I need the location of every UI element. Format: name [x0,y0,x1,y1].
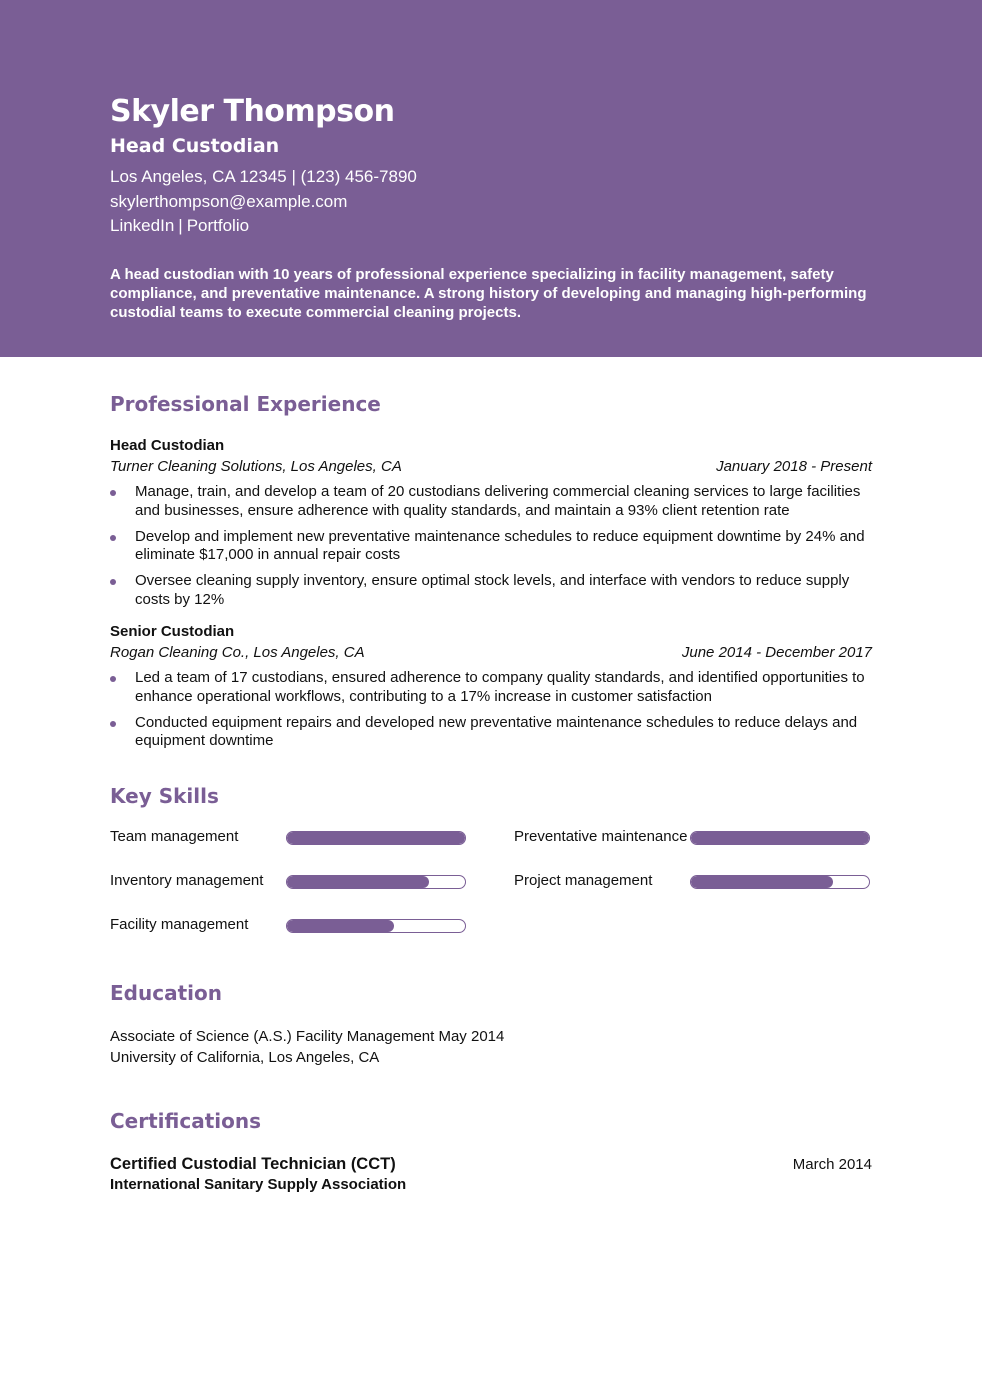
certification-organization: International Sanitary Supply Association [110,1175,407,1193]
bullet-dot-icon [110,676,116,682]
candidate-name: Skyler Thompson [110,94,395,129]
education-degree: Associate of Science (A.S.) Facility Management May 2014 [110,1027,505,1045]
skills-grid [110,828,872,953]
bullet-dot-icon [110,490,116,496]
skill-level-bar [690,875,870,889]
job-role: Head Custodian [110,437,225,454]
skill-label: Preventative maintenance [514,827,688,845]
resume-body [110,390,872,1195]
experience-section [110,390,872,751]
skill-level-fill [287,832,465,844]
header-content [110,93,880,322]
certification-row [110,1154,872,1175]
links-separator: | [178,216,183,235]
bullet-text: Develop and implement new preventative maintenance schedules to reduce equipment downtime by 24% and eliminate $17,000 in annual repair costs [135,527,865,563]
job-entry [110,622,872,751]
certification-date: March 2014 [792,1155,872,1173]
skill-item [514,872,872,909]
certifications-heading: Certifications [110,1108,261,1133]
linkedin-link[interactable]: LinkedIn [110,216,175,235]
contact-info [110,165,880,239]
job-meta [110,456,872,477]
skill-level-bar [690,831,870,845]
bullet-text: Manage, train, and develop a team of 20 custodians delivering commercial cleaning services to large facilities and businesses, ensure adherence with quality standards, and maintain a 93% client retention rate [135,483,861,519]
bullet-dot-icon [110,579,116,585]
education-section [110,979,872,1068]
job-dates: June 2014 - December 2017 [681,644,872,661]
education-school: University of California, Los Angeles, CA [110,1048,380,1066]
certification-entry [110,1154,872,1195]
job-dates: January 2018 - Present [716,458,872,475]
job-bullets [110,669,872,751]
skill-level-bar [286,875,466,889]
education-entry [110,1026,872,1068]
job-company: Turner Cleaning Solutions, Los Angeles, CA [110,458,402,475]
skill-label: Project management [514,871,653,889]
bullet-item [110,714,872,751]
candidate-title: Head Custodian [110,135,280,157]
location-phone: Los Angeles, CA 12345 | (123) 456-7890 [110,167,417,186]
job-company: Rogan Cleaning Co., Los Angeles, CA [110,644,365,661]
bullet-item [110,669,872,706]
skills-section [110,782,872,953]
bullet-text: Led a team of 17 custodians, ensured adherence to company quality standards, and identified opportunities to enhance operational workflows, contributing to a 17% increase in customer satisfaction [135,669,865,705]
skill-level-fill [287,876,429,888]
job-role: Senior Custodian [110,623,235,640]
skill-item [514,828,872,865]
profile-links [110,214,880,239]
education-heading: Education [110,980,222,1005]
portfolio-link[interactable]: Portfolio [186,216,250,235]
skill-level-fill [691,876,833,888]
bullet-dot-icon [110,535,116,541]
job-bullets [110,483,872,609]
certification-name: Certified Custodial Technician (CCT) [110,1154,396,1173]
email-address[interactable]: skylerthompson@example.com [110,191,348,211]
skill-label: Inventory management [110,871,264,889]
bullet-dot-icon [110,721,116,727]
skill-item [110,872,468,909]
skill-level-bar [286,919,466,933]
experience-heading: Professional Experience [110,392,381,416]
skill-item [110,828,468,865]
job-entry [110,436,872,609]
bullet-text: Conducted equipment repairs and developed new preventative maintenance schedules to reduce delays and equipment downtime [135,713,858,749]
skill-item [110,916,468,953]
skill-level-fill [287,920,394,932]
bullet-item [110,528,872,565]
certifications-section [110,1107,872,1195]
professional-summary: A head custodian with 10 years of professional experience specializing in facility management, safety compliance, and preventative maintenance. A strong history of developing and managing high-performing custodial teams to execute commercial cleaning projects. [110,265,867,321]
skills-heading: Key Skills [110,783,219,808]
skill-level-bar [286,831,466,845]
bullet-item [110,572,872,609]
skill-label: Team management [110,827,239,845]
resume-header [0,0,982,357]
skill-label: Facility management [110,915,249,933]
skill-level-fill [691,832,869,844]
bullet-item [110,483,872,520]
job-meta [110,642,872,663]
bullet-text: Oversee cleaning supply inventory, ensure optimal stock levels, and interface with vendors to reduce supply costs by 12% [135,572,850,608]
